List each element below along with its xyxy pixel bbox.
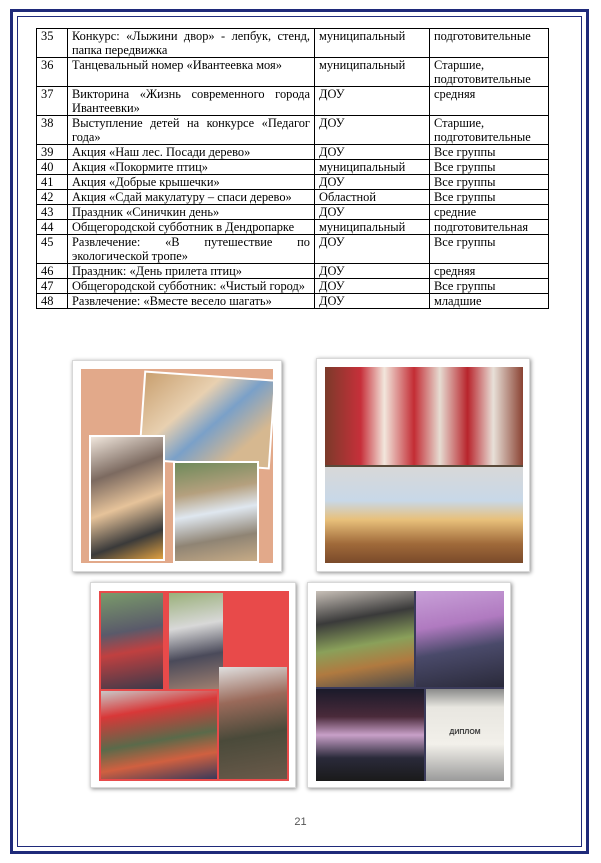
- event-level: ДОУ: [315, 294, 430, 309]
- event-name: Акция «Покормите птиц»: [68, 160, 315, 175]
- row-number: 45: [37, 235, 68, 264]
- table-row: [37, 235, 549, 264]
- events-table: [36, 28, 549, 309]
- photo-stage-performance: [325, 467, 523, 563]
- photo-children-gallery: [173, 461, 259, 563]
- table-row: [37, 175, 549, 190]
- photo-parade-portraits: [101, 593, 163, 689]
- photo-teacher-stand: [316, 591, 414, 687]
- row-number: 46: [37, 264, 68, 279]
- table-row: [37, 29, 549, 58]
- row-number: 48: [37, 294, 68, 309]
- photo-collage-children-crafts: [72, 360, 282, 572]
- event-level: ДОУ: [315, 116, 430, 145]
- event-name: Акция «Добрые крышечки»: [68, 175, 315, 190]
- table-row: [37, 58, 549, 87]
- table-row: [37, 220, 549, 235]
- event-level: ДОУ: [315, 145, 430, 160]
- row-number: 44: [37, 220, 68, 235]
- event-groups: подготовительные: [430, 29, 549, 58]
- collage-background: [81, 369, 273, 563]
- table-row: [37, 160, 549, 175]
- event-name: Акция «Наш лес. Посади дерево»: [68, 145, 315, 160]
- event-level: муниципальный: [315, 160, 430, 175]
- event-groups: подготовительная: [430, 220, 549, 235]
- event-groups: средняя: [430, 264, 549, 279]
- event-groups: Все группы: [430, 279, 549, 294]
- event-name: Акция «Сдай макулатуру – спаси дерево»: [68, 190, 315, 205]
- event-groups: младшие: [430, 294, 549, 309]
- event-name: Конкурс: «Лыжини двор» - лепбук, стенд, папка передвижка: [68, 29, 315, 58]
- photo-boy-crafting: [89, 435, 165, 561]
- collage-frame: [325, 367, 523, 563]
- event-level: ДОУ: [315, 264, 430, 279]
- event-groups: Все группы: [430, 190, 549, 205]
- event-name: Выступление детей на конкурсе «Педагог года»: [68, 116, 315, 145]
- table-row: [37, 145, 549, 160]
- row-number: 40: [37, 160, 68, 175]
- event-groups: средняя: [430, 87, 549, 116]
- event-groups: Все группы: [430, 145, 549, 160]
- photo-diploma: [426, 689, 504, 781]
- event-level: муниципальный: [315, 58, 430, 87]
- photo-stage-audience: [316, 689, 424, 781]
- event-level: ДОУ: [315, 87, 430, 116]
- photo-parade-flowers: [169, 593, 223, 689]
- event-name: Развлечение: «Вместе весело шагать»: [68, 294, 315, 309]
- table-row: [37, 87, 549, 116]
- row-number: 42: [37, 190, 68, 205]
- photo-girls-folk-costumes: [325, 367, 523, 465]
- row-number: 35: [37, 29, 68, 58]
- event-level: ДОУ: [315, 279, 430, 294]
- event-groups: средние: [430, 205, 549, 220]
- row-number: 38: [37, 116, 68, 145]
- event-groups: Все группы: [430, 175, 549, 190]
- event-level: ДОУ: [315, 175, 430, 190]
- event-groups: Старшие, подготовительные: [430, 58, 549, 87]
- table-row: [37, 205, 549, 220]
- page-number: 21: [294, 816, 307, 828]
- row-number: 43: [37, 205, 68, 220]
- event-name: Общегородской субботник: «Чистый город»: [68, 279, 315, 294]
- event-name: Развлечение: «В путешествие по экологической тропе»: [68, 235, 315, 264]
- event-groups: Все группы: [430, 235, 549, 264]
- collage-frame: [99, 591, 289, 781]
- photo-children-balloons: [101, 691, 217, 779]
- row-number: 37: [37, 87, 68, 116]
- event-name: Общегородской субботник в Дендропарке: [68, 220, 315, 235]
- table-row: [37, 279, 549, 294]
- table-row: [37, 264, 549, 279]
- event-level: Областной: [315, 190, 430, 205]
- event-name: Викторина «Жизнь современного города Ивантеевки»: [68, 87, 315, 116]
- photo-collage-contest-diploma: [307, 582, 511, 788]
- row-number: 41: [37, 175, 68, 190]
- event-level: муниципальный: [315, 220, 430, 235]
- photo-collage-folk-costumes: [316, 358, 530, 572]
- event-name: Танцевальный номер «Ивантеевка моя»: [68, 58, 315, 87]
- event-level: муниципальный: [315, 29, 430, 58]
- table-row: [37, 294, 549, 309]
- table-row: [37, 116, 549, 145]
- diploma-text: ДИПЛОМ: [449, 729, 481, 736]
- photo-collage-parade: [90, 582, 296, 788]
- collage-frame: [316, 591, 504, 781]
- row-number: 47: [37, 279, 68, 294]
- table-row: [37, 190, 549, 205]
- event-groups: Старшие, подготовительные: [430, 116, 549, 145]
- event-level: ДОУ: [315, 235, 430, 264]
- row-number: 36: [37, 58, 68, 87]
- photo-award-ceremony: [416, 591, 504, 687]
- event-level: ДОУ: [315, 205, 430, 220]
- event-name: Праздник: «День прилета птиц»: [68, 264, 315, 279]
- photo-children-group: [219, 667, 287, 779]
- row-number: 39: [37, 145, 68, 160]
- event-name: Праздник «Синичкин день»: [68, 205, 315, 220]
- event-groups: Все группы: [430, 160, 549, 175]
- events-table-body: [37, 29, 549, 309]
